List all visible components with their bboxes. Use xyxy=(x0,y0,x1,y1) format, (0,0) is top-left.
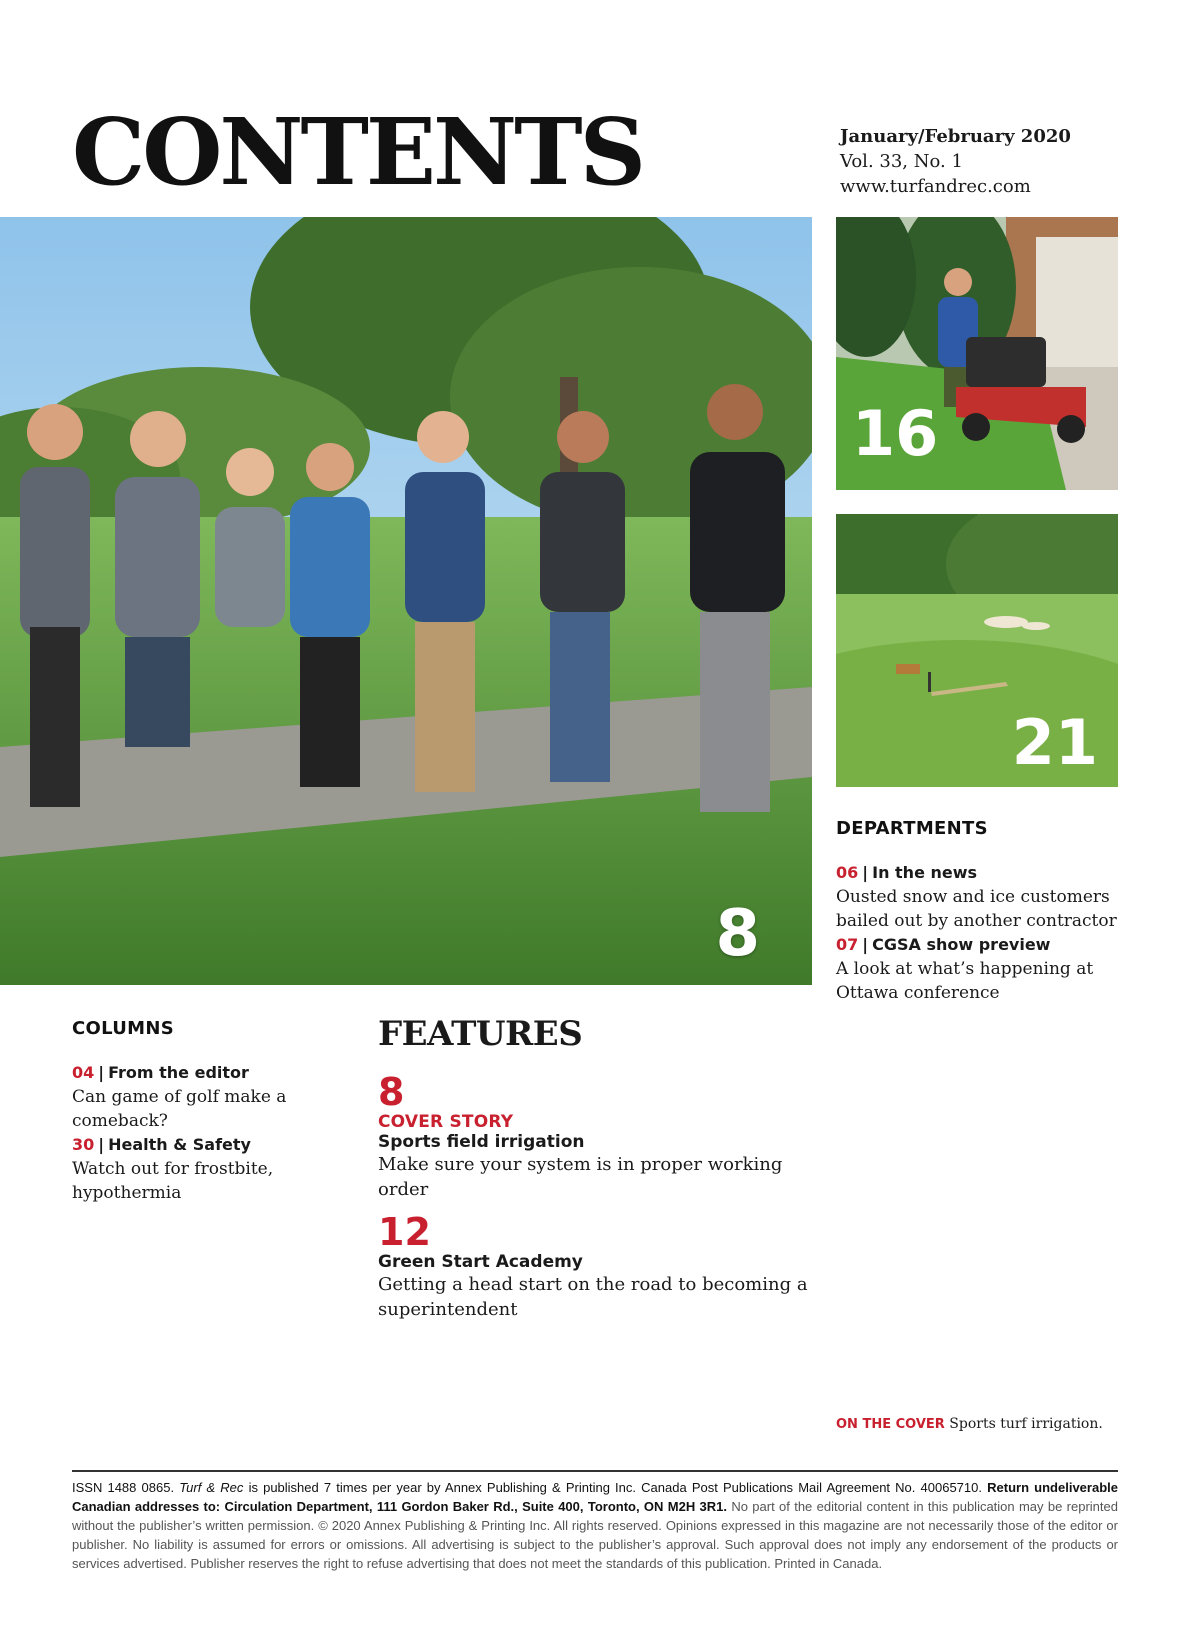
publication-notice xyxy=(72,1478,1118,1573)
separator: | xyxy=(98,1135,105,1154)
departments-section xyxy=(836,818,1136,1005)
photo-lawn-mowing[interactable] xyxy=(836,217,1118,490)
photo-golf-course[interactable] xyxy=(836,514,1118,787)
entry-title: Health & Safety xyxy=(108,1135,251,1154)
cover-note xyxy=(836,1416,1103,1432)
photo-illustration xyxy=(836,217,1118,490)
separator: | xyxy=(862,935,869,954)
return-address: Return undeliverable Canadian addresses to: Circulation Department, 111 Gordon Baker Rd., Suite 400, Toronto, ON M2H 3R1. xyxy=(72,1480,1118,1514)
issue-date: January/February 2020 xyxy=(840,126,1071,147)
separator: | xyxy=(98,1063,105,1082)
issue-info xyxy=(840,124,1170,199)
entry-description: Ousted snow and ice customers bailed out by another contractor xyxy=(836,887,1117,931)
page-number: 04 xyxy=(72,1063,95,1082)
page-number: 07 xyxy=(836,935,859,954)
entry-description: A look at what’s happening at Ottawa conference xyxy=(836,959,1094,1003)
page-number: 06 xyxy=(836,863,859,882)
cover-photo-group-training[interactable] xyxy=(0,217,812,985)
cover-note-text: Sports turf irrigation. xyxy=(949,1416,1103,1432)
entry-title: CGSA show preview xyxy=(872,935,1051,954)
page-number-overlay: 8 xyxy=(715,897,760,971)
legal-notice: No part of the editorial content in this publication may be reprinted without the publisher’s written permission. © 2020 Annex Publishing & Printing Inc. All rights reserved. Opinions expressed in this magazine are not necessarily those of the editor or publisher. No liability is assumed for errors or omissions. All advertising is subject to the publisher’s approval. Such approval does not imply any endorsement of the products or services advertised. Publisher reserves the right to refuse advertising that does not meet the standards of this publication. Printed in Canada. xyxy=(72,1499,1118,1571)
toc-entry[interactable] xyxy=(72,1061,332,1133)
page-number: 30 xyxy=(72,1135,95,1154)
entry-description: Watch out for frostbite, hypothermia xyxy=(72,1159,274,1203)
issue-volume: Vol. 33, No. 1 xyxy=(840,151,963,172)
photo-illustration xyxy=(0,217,812,985)
page-title: CONTENTS xyxy=(72,98,644,206)
features-section xyxy=(378,1014,808,1322)
magazine-name: Turf & Rec xyxy=(179,1480,244,1495)
entry-title: In the news xyxy=(872,863,978,882)
website-link[interactable]: www.turfandrec.com xyxy=(840,176,1031,197)
publication-info: is published 7 times per year by Annex Publishing & Printing Inc. Canada Post Publications Mail Agreement No. 40065710. xyxy=(248,1480,982,1495)
cover-note-label: ON THE COVER xyxy=(836,1417,945,1432)
page-number: 12 xyxy=(378,1210,431,1254)
feature-kicker: COVER STORY xyxy=(378,1112,514,1132)
columns-section xyxy=(72,1018,332,1205)
entry-description: Can game of golf make a comeback? xyxy=(72,1087,287,1131)
section-heading: DEPARTMENTS xyxy=(836,818,988,839)
section-heading: COLUMNS xyxy=(72,1018,174,1039)
toc-entry[interactable] xyxy=(836,933,1136,1005)
entry-description: Make sure your system is in proper working order xyxy=(378,1154,783,1200)
photo-illustration xyxy=(836,514,1118,787)
section-heading: FEATURES xyxy=(378,1014,583,1054)
entry-title: Green Start Academy xyxy=(378,1252,583,1272)
feature-entry[interactable] xyxy=(378,1072,808,1202)
toc-entry[interactable] xyxy=(72,1133,332,1205)
feature-entry[interactable] xyxy=(378,1212,808,1322)
entry-title: From the editor xyxy=(108,1063,249,1082)
entry-description: Getting a head start on the road to becoming a superintendent xyxy=(378,1274,808,1320)
issn: ISSN 1488 0865. xyxy=(72,1480,175,1495)
entry-title: Sports field irrigation xyxy=(378,1132,585,1152)
page-number-overlay: 21 xyxy=(1011,706,1098,779)
divider xyxy=(72,1470,1118,1472)
separator: | xyxy=(862,863,869,882)
page-number-overlay: 16 xyxy=(852,397,939,470)
page-number: 8 xyxy=(378,1070,405,1114)
toc-entry[interactable] xyxy=(836,861,1136,933)
